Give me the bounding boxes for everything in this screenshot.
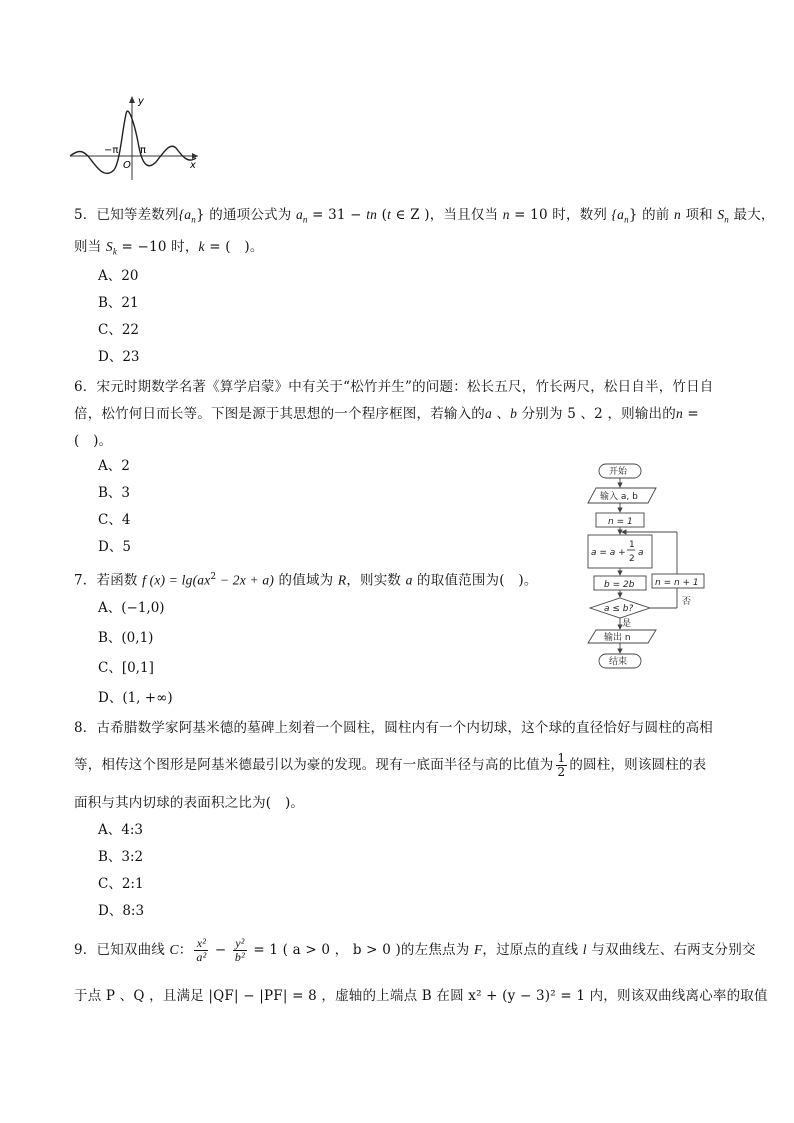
sine-graph — [64, 92, 204, 182]
q6-line2: 倍，松竹何日而长等。下图是源于其思想的一个程序框图，若输入的a 、b 分别为 5 、2 ，则输出的n = — [74, 406, 699, 422]
q8-option-c: C、2:1 — [98, 876, 144, 892]
q6-option-b: B、3 — [98, 485, 131, 501]
q8-line3: 面积与其内切球的表面积之比为( )。 — [74, 795, 305, 811]
neg-pi-label: −π — [104, 145, 119, 156]
flow-cond: a ≤ b? — [604, 604, 634, 614]
q8-line2: 等，相传这个图形是阿基米德最引以为豪的发现。现有一底面半径与高的比值为 $\frac{1}{2}$ 的圆柱，则该圆柱的表 — [74, 751, 707, 779]
q6-option-c: C、4 — [98, 512, 131, 528]
q8-fraction: $\frac{1}{2}$ — [557, 751, 566, 779]
flow-update-a-left: a = a + — [591, 548, 626, 558]
q5-option-d: D、23 — [98, 349, 140, 365]
q7-option-c: C、[0,1] — [98, 660, 154, 676]
q7-option-b: B、(0,1) — [98, 630, 154, 646]
flow-start: 开始 — [609, 467, 628, 477]
q8-option-b: B、3:2 — [98, 849, 144, 865]
q6-option-a: A、2 — [98, 458, 130, 474]
q7-line: 7．若函数 f $(x) = \lg(ax^2 - 2x + a)$ 的值域为 R，则实数 a 的取值范围为( )。 — [74, 572, 538, 589]
q5-option-b: B、21 — [98, 295, 139, 311]
flow-incr: n = n + 1 — [655, 578, 699, 588]
flowchart — [582, 462, 722, 674]
flow-end: 结束 — [609, 657, 628, 667]
q5-option-a: A、20 — [98, 268, 139, 284]
flow-output: 输出 n — [604, 633, 631, 643]
q7-option-d: D、(1, +∞) — [98, 690, 173, 706]
flow-input: 输入 a, b — [600, 492, 638, 502]
axis-x-label: x — [190, 160, 196, 171]
q6-line1: 6．宋元时期数学名著《算学启蒙》中有关于“松竹并生”的问题：松长五尺，竹长两尺，松日自半，竹日自 — [74, 379, 714, 395]
flow-update-a-den: 2 — [629, 554, 635, 564]
axis-y-label: y — [138, 96, 144, 107]
flow-update-b: b = 2b — [604, 580, 635, 590]
q8-option-a: A、4:3 — [98, 822, 143, 838]
q5-option-c: C、22 — [98, 322, 140, 338]
q8-line1: 8．古希腊数学家阿基米德的墓碑上刻着一个圆柱，圆柱内有一个内切球，这个球的直径恰好与圆柱的高相 — [74, 720, 713, 736]
flow-yes: 是 — [622, 619, 632, 629]
origin-label: O — [123, 160, 131, 171]
q6-line3: ( )。 — [74, 433, 113, 449]
flow-init: n = 1 — [608, 517, 633, 527]
flow-update-a-num: 1 — [629, 540, 635, 550]
q9-fraction-y: $\frac{\text{y²}}{\text{b²}}$ — [234, 936, 245, 964]
pos-pi-label: π — [140, 145, 147, 156]
q8-option-d: D、8:3 — [98, 903, 145, 919]
q9-line2: 于点 P 、Q ，且满足 |QF| − |PF| = 8 ，虚轴的上端点 B 在圆 x² + (y − 3)² = 1 内，则该双曲线离心率的取值 — [74, 988, 768, 1004]
q9-fraction-x: $\frac{\text{x²}}{\text{a²}}$ — [196, 936, 207, 964]
flow-no: 否 — [682, 597, 692, 607]
flow-update-a-right: a — [638, 548, 644, 558]
q5-line2: 则当 $S_k = -10$ 时，k = ( )。 — [74, 239, 264, 257]
q5-line1: 5．已知等差数列$\{a_n\}$ 的通项公式为 $a_n = 31$ − tn (t ∈ Z )，当且仅当 n = 10 时，数列 $\{a_n\}$ 的前 n 项和 $S_n$ 最大， — [74, 207, 775, 225]
q6-option-d: D、5 — [98, 539, 131, 555]
q7-option-a: A、(−1,0) — [98, 600, 165, 616]
q9-line1: 9．已知双曲线 C： $\frac{\text{x²}}{\text{a²}}$ − $\frac{\text{y²}}{\text{b²}}$ = 1 ( a > 0 ， b > 0 )的左焦点为 F，过原点的直线 l 与双曲线左、右两支分别交 — [74, 936, 756, 964]
